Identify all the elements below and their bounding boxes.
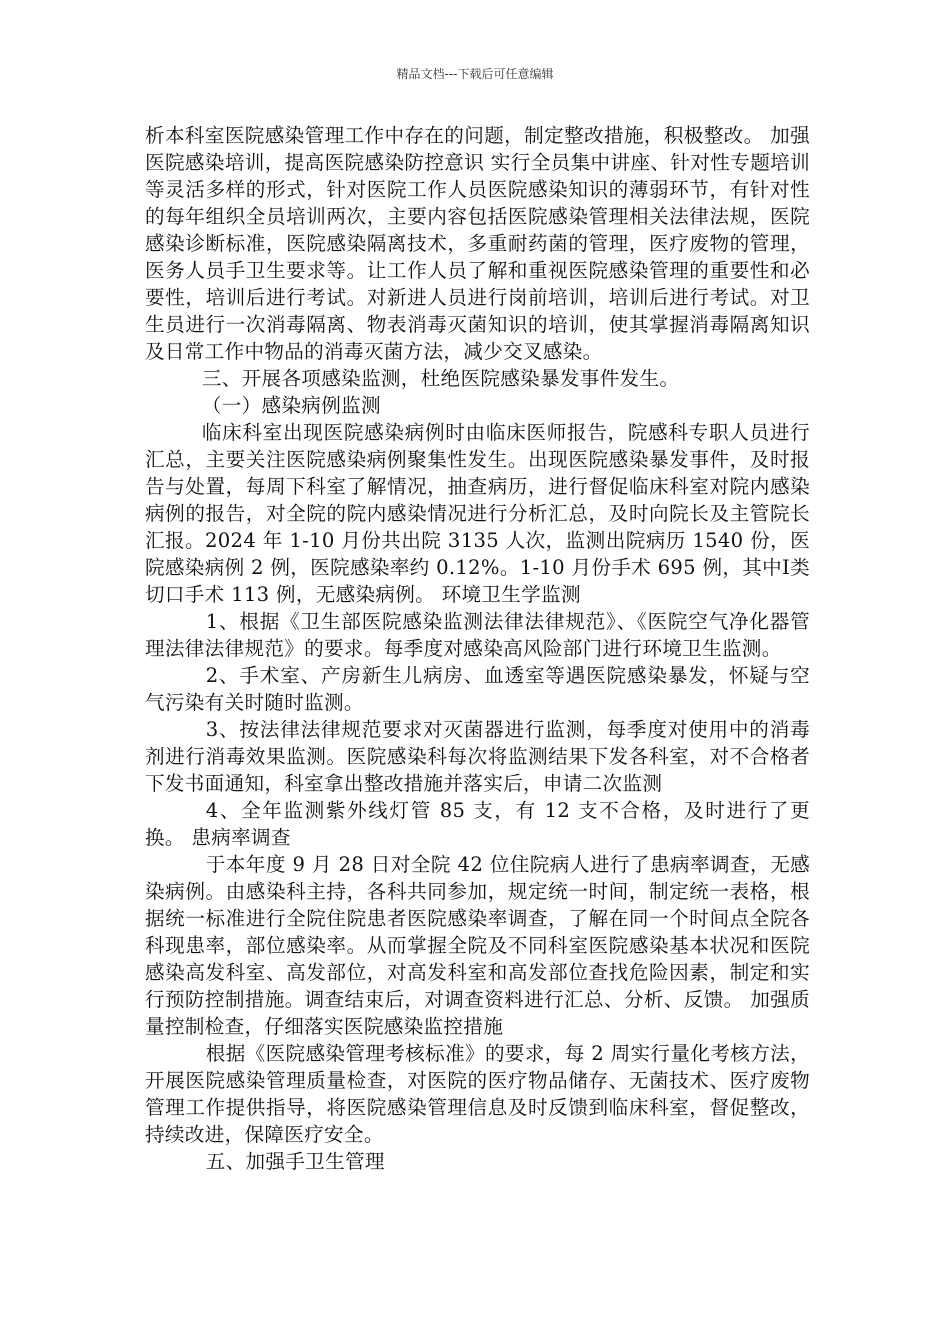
- subsection-heading-case-monitoring: （一）感染病例监测: [201, 394, 381, 417]
- document-body: [145, 122, 810, 1175]
- list-item-4: 4、全年监测紫外线灯管 85 支，有 12 支不合格，及时进行了更换。 患病率调查: [145, 799, 810, 849]
- paragraph-quality-control: 根据《医院感染管理考核标准》的要求，每 2 周实行量化考核方法，开展医院感染管理质量检查，对医院的医疗物品储存、无菌技术、医疗废物管理工作提供指导，将医院感染管理信息及时反馈到临床科室，督促整改，持续改进，保障医疗安全。: [145, 1042, 810, 1146]
- paragraph-case-monitoring: 临床科室出现医院感染病例时由临床医师报告，院感科专职人员进行汇总，主要关注医院感染病例聚集性发生。出现医院感染暴发事件，及时报告与处置，每周下科室了解情况，抽查病历，进行督促临床科室对院内感染病例的报告，对全院的院内感染情况进行分析汇总，及时向院长及主管院长汇报。2024 年 1-10 月份共出院 3135 人次，监测出院病历 1540 份，医院感染病例 2 例，医院感染率约 0.12%。1-10 月份手术 695 例，其中Ⅰ类切口手术 113 例，无感染病例。 环境卫生学监测: [145, 421, 810, 606]
- page-header: 精品文档---下载后可任意编辑: [396, 67, 554, 81]
- paragraph-prevalence-survey: 于本年度 9 月 28 日对全院 42 位住院病人进行了患病率调查，无感染病例。由感染科主持，各科共同参加，规定统一时间，制定统一表格，根据统一标准进行全院住院患者医院感染率调查，了解在同一个时间点全院各科现患率，部位感染率。从而掌握全院及不同科室医院感染基本状况和医院感染高发科室、高发部位，对高发科室和高发部位查找危险因素，制定和实行预防控制措施。调查结束后，对调查资料进行汇总、分析、反馈。 加强质量控制检查，仔细落实医院感染监控措施: [145, 853, 810, 1038]
- section-heading-monitoring: 三、开展各项感染监测，杜绝医院感染暴发事件发生。: [201, 367, 680, 390]
- section-heading-hand-hygiene: 五、加强手卫生管理: [205, 1150, 385, 1173]
- list-item-1: 1、根据《卫生部医院感染监测法律法律规范》、《医院空气净化器管理法律法律规范》的要求。每季度对感染高风险部门进行环境卫生监测。: [145, 610, 810, 660]
- list-item-3: 3、按法律法律规范要求对灭菌器进行监测，每季度对使用中的消毒剂进行消毒效果监测。医院感染科每次将监测结果下发各科室，对不合格者下发书面通知，科室拿出整改措施并落实后，申请二次监测: [145, 718, 810, 795]
- paragraph-training: 析本科室医院感染管理工作中存在的问题，制定整改措施，积极整改。 加强医院感染培训，提高医院感染防控意识 实行全员集中讲座、针对性专题培训等灵活多样的形式，针对医院工作人员医院感染知识的薄弱环节，有针对性的每年组织全员培训两次，主要内容包括医院感染管理相关法律法规，医院感染诊断标准，医院感染隔离技术，多重耐药菌的管理，医疗废物的管理，医务人员手卫生要求等。让工作人员了解和重视医院感染管理的重要性和必要性，培训后进行考试。对新进人员进行岗前培训，培训后进行考试。对卫生员进行一次消毒隔离、物表消毒灭菌知识的培训，使其掌握消毒隔离知识及日常工作中物品的消毒灭菌方法，减少交叉感染。: [145, 124, 810, 363]
- list-item-2: 2、手术室、产房新生儿病房、血透室等遇医院感染暴发，怀疑与空气污染有关时随时监测。: [145, 664, 810, 714]
